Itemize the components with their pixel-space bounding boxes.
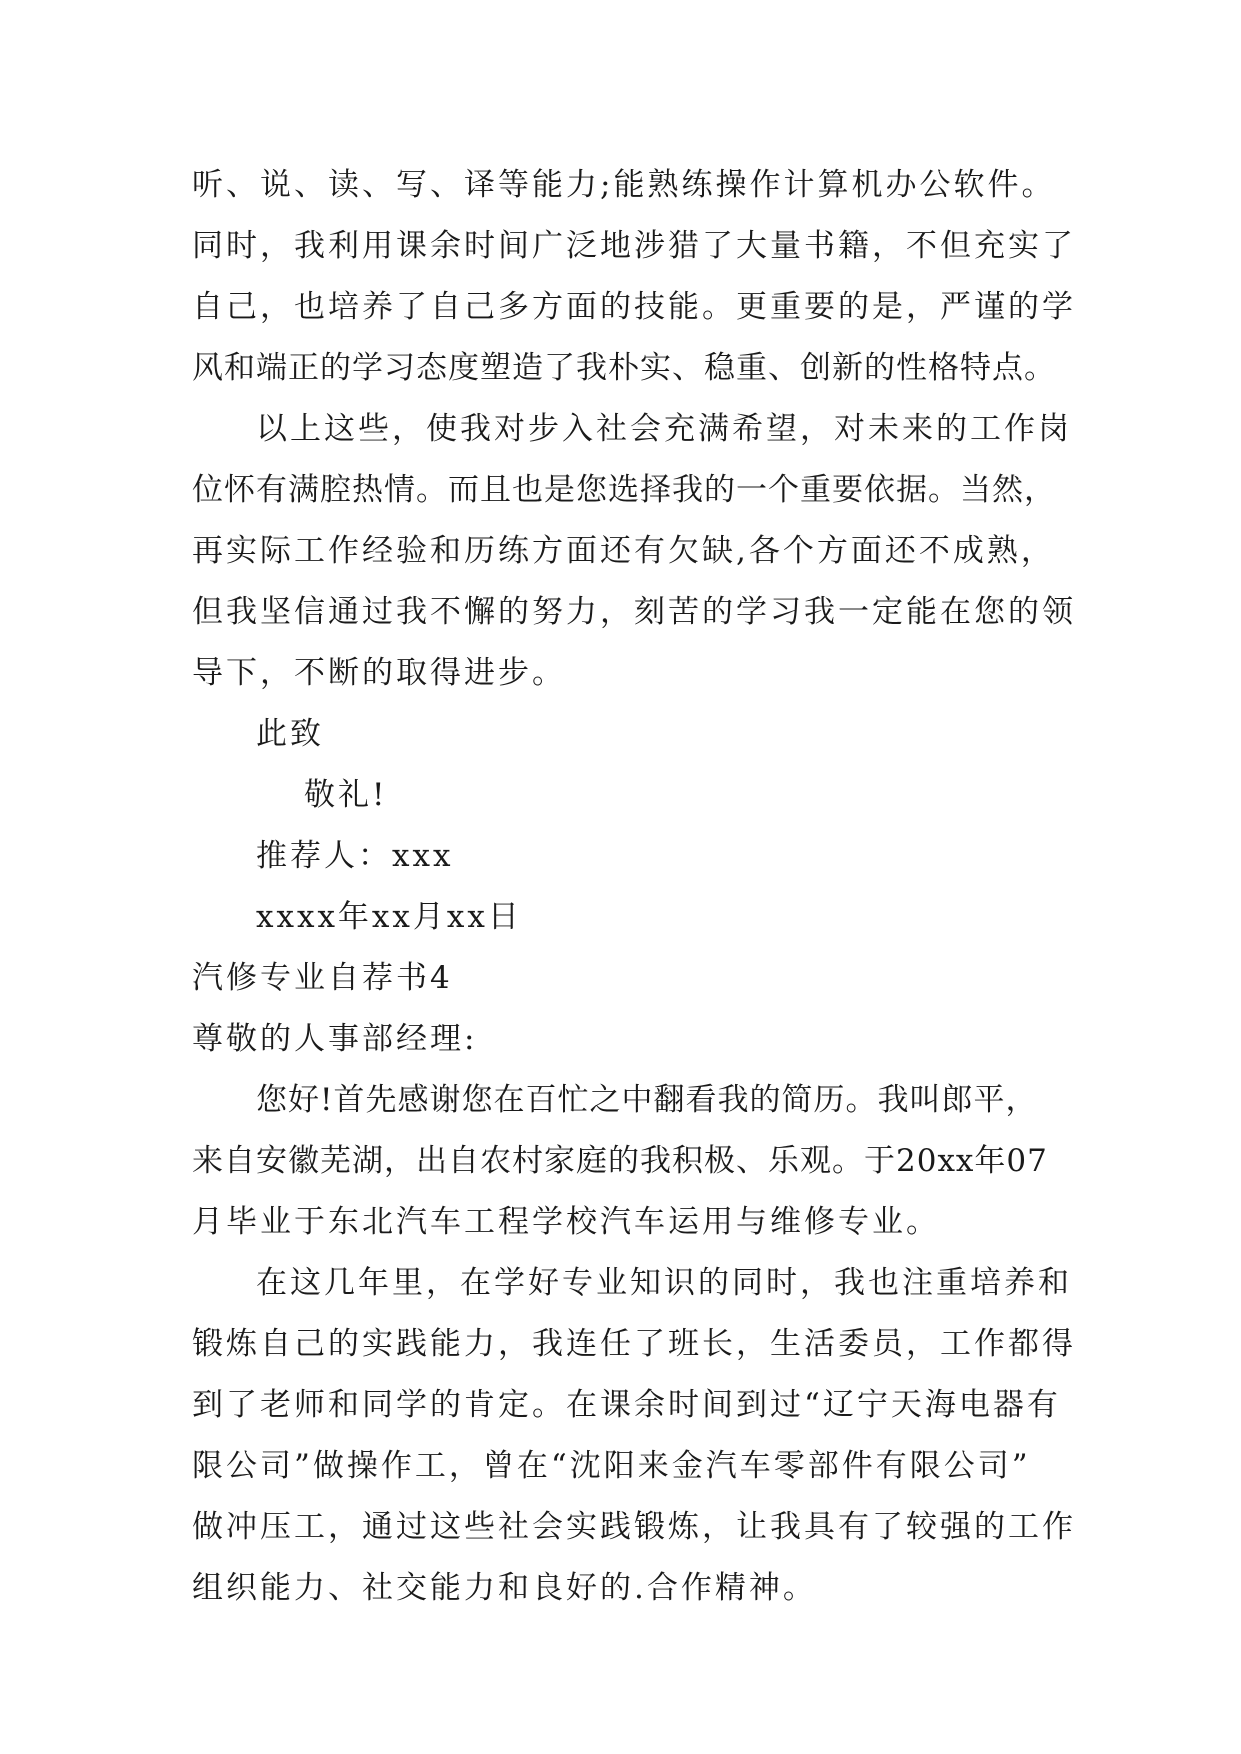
paragraph-line: 以上这些，使我对步入社会充满希望，对未来的工作岗: [256, 411, 1072, 447]
paragraph-line: 月毕业于东北汽车工程学校汽车运用与维修专业。: [192, 1204, 940, 1240]
paragraph-line: 但我坚信通过我不懈的努力，刻苦的学习我一定能在您的领: [192, 594, 1076, 630]
paragraph-line: 做冲压工，通过这些社会实践锻炼，让我具有了较强的工作: [192, 1509, 1076, 1545]
paragraph-line: 组织能力、社交能力和良好的.合作精神。: [192, 1570, 817, 1606]
paragraph-line: 导下，不断的取得进步。: [192, 655, 566, 691]
paragraph-line: 同时，我利用课余时间广泛地涉猎了大量书籍，不但充实了: [192, 228, 1076, 264]
paragraph-line: 到了老师和同学的肯定。在课余时间到过“辽宁天海电器有: [192, 1387, 1061, 1423]
paragraph-line: 来自安徽芜湖，出自农村家庭的我积极、乐观。于20xx年07: [192, 1143, 1048, 1179]
paragraph-line: 您好!首先感谢您在百忙之中翻看我的简历。我叫郎平，: [256, 1082, 1038, 1118]
closing-salutation: 此致: [256, 716, 324, 752]
recommender-signature: 推荐人：xxx: [256, 838, 454, 874]
paragraph-line: 在这几年里，在学好专业知识的同时，我也注重培养和: [256, 1265, 1072, 1301]
paragraph-line: 限公司”做操作工，曾在“沈阳来金汽车零部件有限公司”: [192, 1448, 1031, 1484]
paragraph-line: 听、说、读、写、译等能力;能熟练操作计算机办公软件。: [192, 167, 1056, 203]
letter-salutation: 尊敬的人事部经理:: [192, 1021, 478, 1057]
paragraph-line: 锻炼自己的实践能力，我连任了班长，生活委员，工作都得: [192, 1326, 1076, 1362]
document-body: [192, 155, 1076, 1619]
signature-date: xxxx年xx月xx日: [256, 899, 522, 935]
paragraph-line: 自己，也培养了自己多方面的技能。更重要的是，严谨的学: [192, 289, 1076, 325]
paragraph-line: 位怀有满腔热情。而且也是您选择我的一个重要依据。当然，: [192, 472, 1056, 508]
section-title: 汽修专业自荐书4: [192, 960, 453, 996]
paragraph-line: 风和端正的学习态度塑造了我朴实、稳重、创新的性格特点。: [192, 350, 1056, 386]
closing-respect: 敬礼!: [304, 777, 388, 813]
paragraph-line: 再实际工作经验和历练方面还有欠缺,各个方面还不成熟，: [192, 533, 1055, 569]
